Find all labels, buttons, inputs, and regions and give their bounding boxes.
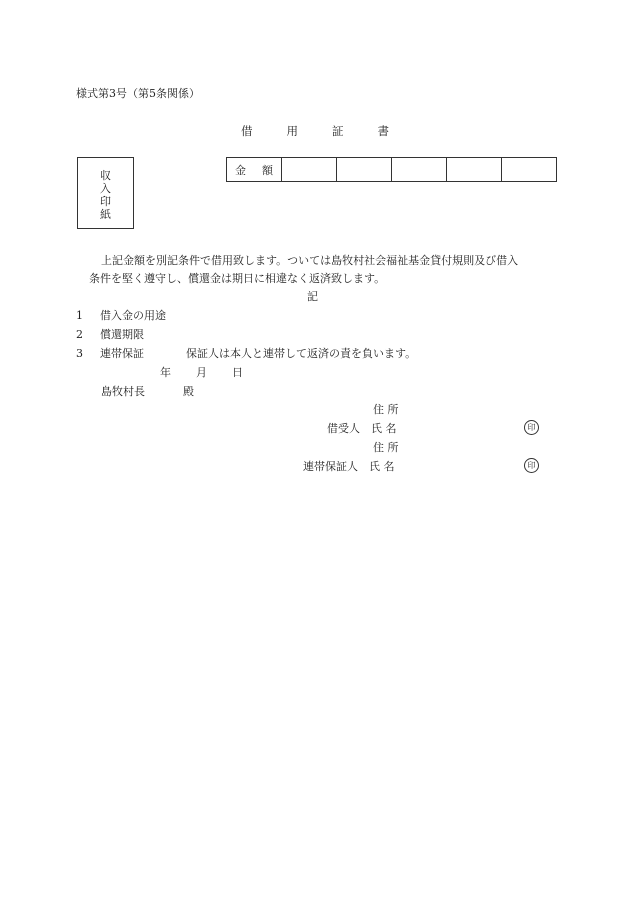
amount-label: 金 額: [227, 158, 282, 182]
list-item: 1 借入金の用途: [76, 309, 166, 322]
revenue-stamp-box: [77, 157, 134, 229]
date-line: 年 月 日: [160, 366, 243, 379]
amount-digit-cell[interactable]: [337, 158, 392, 182]
borrower-name-line: 借受人 氏 名: [327, 422, 397, 435]
list-item: 3 連帯保証 保証人は本人と連帯して返済の責を負います。: [76, 347, 417, 360]
document-title: [0, 123, 630, 139]
title-char: 証: [332, 124, 344, 138]
amount-table: [226, 157, 557, 182]
addressee: 島牧村長 殿: [101, 385, 194, 398]
amount-digit-cell[interactable]: [282, 158, 337, 182]
stamp-label-char: 収: [100, 169, 111, 182]
guarantor-name-line: 連帯保証人 氏 名: [303, 460, 395, 473]
seal-icon: 印: [524, 458, 539, 473]
amount-digit-cell[interactable]: [392, 158, 447, 182]
stamp-label-char: 紙: [100, 208, 111, 221]
body-line-2: 条件を堅く遵守し、償還金は期日に相違なく返済致します。: [89, 272, 386, 285]
body-line-1: 上記金額を別記条件で借用致します。ついては島牧村社会福祉基金貸付規則及び借入: [101, 254, 519, 267]
title-char: 書: [377, 124, 389, 138]
form-number: 様式第3号（第5条関係）: [76, 87, 200, 100]
guarantor-address-label: 住 所: [373, 441, 399, 454]
stamp-label-char: 入: [100, 182, 111, 195]
amount-digit-cell[interactable]: [447, 158, 502, 182]
amount-digit-cell[interactable]: [502, 158, 557, 182]
list-item: 2 償還期限: [76, 328, 144, 341]
guarantee-note: 保証人は本人と連帯して返済の責を負います。: [186, 347, 417, 360]
title-char: 借: [241, 124, 253, 138]
ki-heading: 記: [307, 290, 318, 303]
title-char: 用: [286, 124, 298, 138]
seal-icon: 印: [524, 420, 539, 435]
stamp-label-char: 印: [100, 195, 111, 208]
borrower-address-label: 住 所: [373, 403, 399, 416]
